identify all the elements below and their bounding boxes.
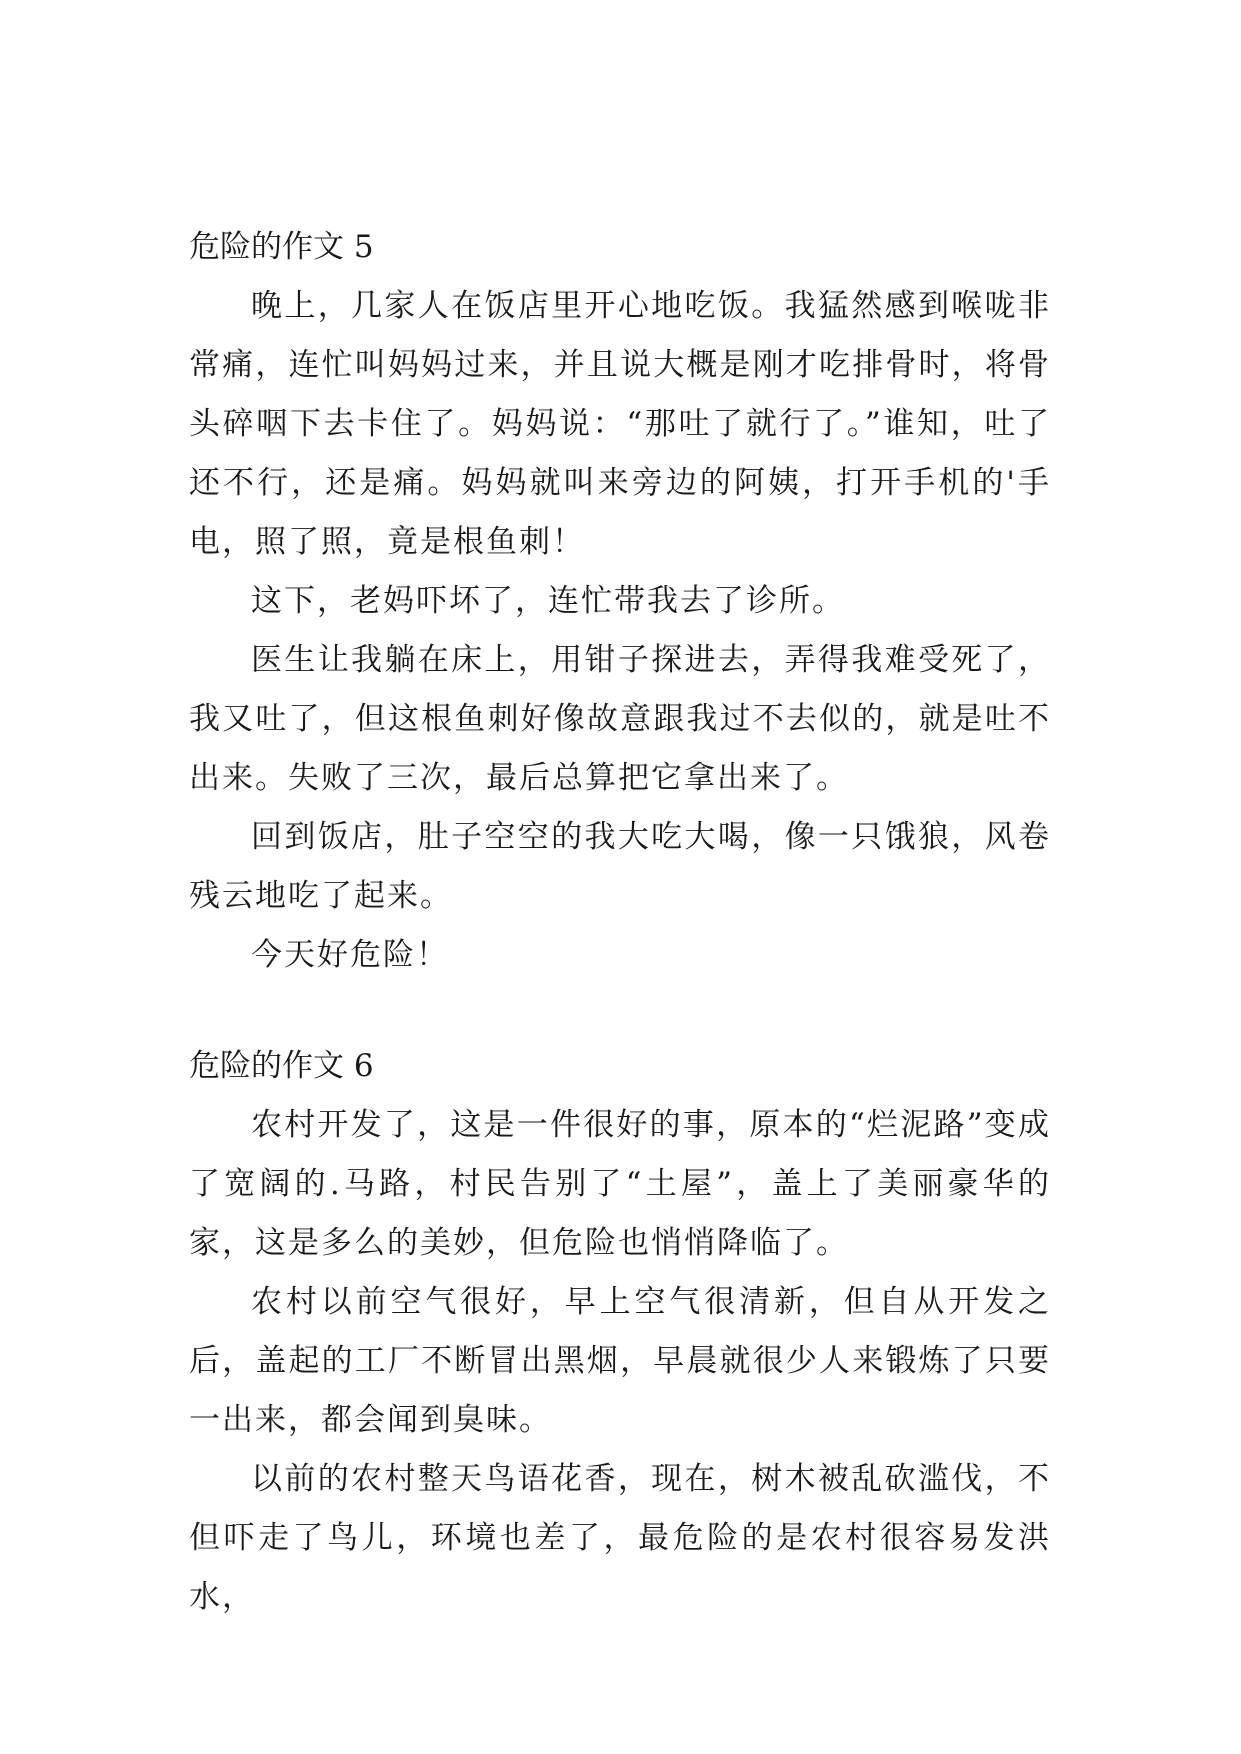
paragraph: 回到饭店，肚子空空的我大吃大喝，像一只饿狼，风卷残云地吃了起来。	[189, 819, 1051, 914]
essay-title: 危险的作文 5	[189, 229, 374, 265]
paragraph: 这下，老妈吓坏了，连忙带我去了诊所。	[251, 583, 845, 619]
paragraph: 医生让我躺在床上，用钳子探进去，弄得我难受死了，我又吐了，但这根鱼刺好像故意跟我过不去似的，就是吐不出来。失败了三次，最后总算把它拿出来了。	[189, 642, 1051, 796]
paragraph: 晚上，几家人在饭店里开心地吃饭。我猛然感到喉咙非常痛，连忙叫妈妈过来，并且说大概是刚才吃排骨时，将骨头碎咽下去卡住了。妈妈说：“那吐了就行了。”谁知，吐了还不行，还是痛。妈妈就叫来旁边的阿姨，打开手机的'手电，照了照，竟是根鱼刺！	[189, 288, 1051, 560]
paragraph: 今天好危险！	[251, 937, 449, 973]
paragraph: 农村开发了，这是一件很好的事，原本的“烂泥路”变成了宽阔的.马路，村民告别了“土屋”，盖上了美丽豪华的家，这是多么的美妙，但危险也悄悄降临了。	[189, 1107, 1051, 1261]
paragraph: 农村以前空气很好，早上空气很清新，但自从开发之后，盖起的工厂不断冒出黑烟，早晨就很少人来锻炼了只要一出来，都会闻到臭味。	[189, 1284, 1051, 1438]
essay-section	[189, 218, 1051, 985]
paragraph: 以前的农村整天鸟语花香，现在，树木被乱砍滥伐，不但吓走了鸟儿，环境也差了，最危险的是农村很容易发洪水，	[189, 1461, 1051, 1615]
essay-title: 危险的作文 6	[189, 1048, 374, 1084]
essay-section	[189, 1037, 1051, 1627]
